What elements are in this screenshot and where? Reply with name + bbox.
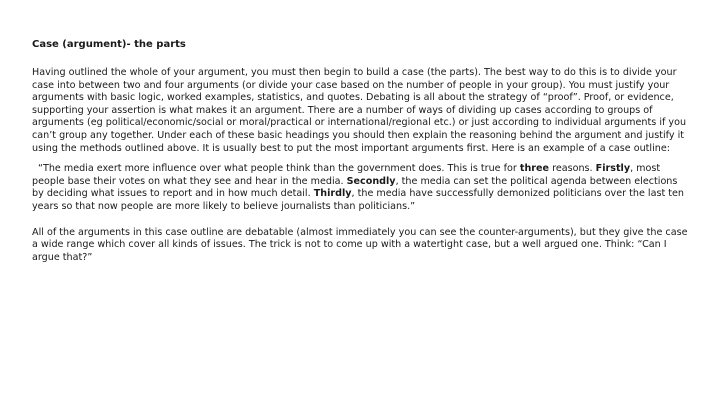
example-bold-secondly: Secondly	[346, 175, 396, 187]
example-text-4: , the media can set the political agenda between elections by deciding what issues to report and in how much detail.	[32, 175, 678, 200]
conclusion-paragraph: All of the arguments in this case outline are debatable (almost immediately you can see the counter-arguments), but they give the case a wide range which cover all kinds of issues. The trick is not to come up with a watertight case, but a well argued one. Think: “Can I argue that?”	[32, 226, 688, 263]
example-text-3: , most people base their votes on what they see and hear in the media.	[32, 163, 661, 187]
example-text-1: “The media exert more influence over what people think than the government does. This is true for	[38, 163, 520, 175]
document-page	[32, 38, 692, 264]
example-quote-paragraph	[32, 163, 692, 213]
intro-paragraph: Having outlined the whole of your argument, you must then begin to build a case (the parts). The best way to do this is to divide your case into between two and four arguments (or divide your case based on the number of people in your group). You must justify your arguments with basic logic, worked examples, statistics, and quotes. Debating is all about the strategy of “proof”. Proof, or evidence, supporting your assertion is what makes it an argument. There are a number of ways of dividing up cases according to groups of arguments (eg political/economic/social or moral/practical or international/regional etc.) or just according to individual arguments if you can’t group any together. Under each of these basic headings you should then explain the reasoning behind the argument and justify it using the methods outlined above. It is usually best to put the most important arguments first. Here is an example of a case outline:	[32, 67, 687, 154]
section-title: Case (argument)- the parts	[32, 39, 186, 50]
example-bold-firstly: Firstly	[595, 163, 631, 175]
example-bold-thirdly: Thirdly	[313, 188, 352, 200]
example-text-2: reasons.	[549, 163, 596, 175]
example-text-5: , the media have successfully demonized politicians over the last ten years so that now people are more likely to believe journalists than politicians.”	[32, 188, 685, 212]
example-bold-three: three	[519, 163, 550, 175]
